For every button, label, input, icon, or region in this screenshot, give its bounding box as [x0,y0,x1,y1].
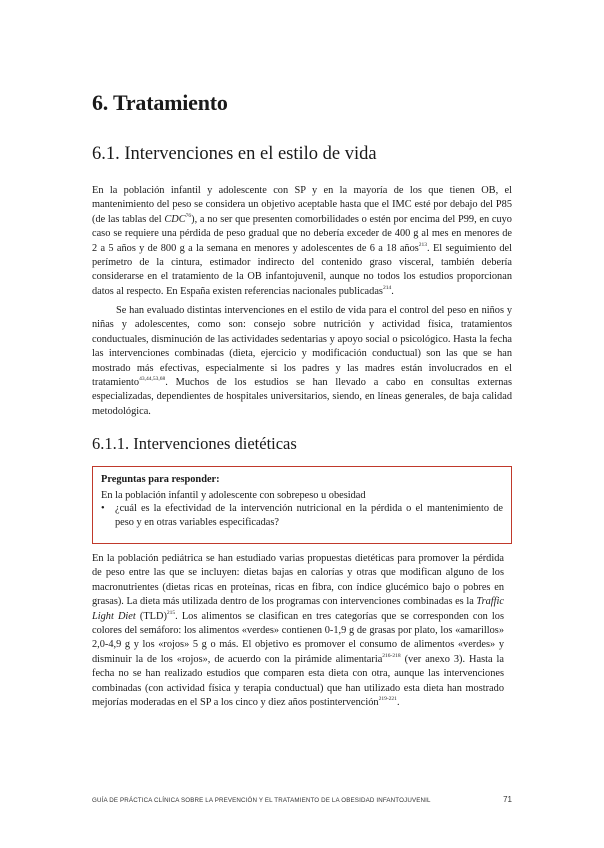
chapter-title: 6. Tratamiento [92,90,228,115]
page-number: 71 [503,795,512,804]
citation: 43,44,53,68 [139,376,166,383]
subsection-title: 6.1.1. Intervenciones dietéticas [92,434,297,453]
section-title: 6.1. Intervenciones en el estilo de vida [92,144,377,164]
questions-box [92,466,512,544]
citation: 216-218 [382,653,401,660]
question-text: ¿cuál es la efectividad de la intervención nutricional en la pérdida o el mantenimiento de peso y en otras variables especificadas? [115,503,503,528]
questions-intro: En la población infantil y adolescente con sobrepeso u obesidad [101,489,366,501]
paragraph-1: En la población infantil y adolescente con SP y en la mayoría de los que tienen OB, el mantenimiento del peso se considera un objetivo aceptable hasta que el IMC esté por debajo del P85 (de las tablas del CDC$^{76}$), a no ser que presenten comorbilidades o estén por encima del P99, en cuyo caso se requiere una pérdida de peso gradual que no debería exceder de 400 g al mes en menores de 2 a 5 años y de 800 g a la semana en menores y adolescentes de 6 a 18 años$^{213}$. El seguimiento del perímetro de la cintura, estimador indirecto del contenido graso visceral, también debería considerarse en el tratamiento de la OB infantojuvenil, aunque no todos los estudios proporcionan datos al respecto. En España existen referencias nacionales publicadas$^{214}$. [92,185,512,297]
citation: 76 [185,212,192,219]
citation: 219-221 [378,696,397,703]
paragraph-3: En la población pediátrica se han estudiado varias propuestas dietéticas para promover la pérdida de peso entre las que se incluyen: dietas bajas en calorías y otras que modifican alguno de los macronutrientes (dietas ricas en proteínas, ricas en fibra, con índice glucémico bajo o pobres en grasas). La dieta más utilizada dentro de los programas con intervenciones combinadas es la Traffic Light Diet (TLD)$^{215}$. Los alimentos se clasifican en tres categorías que se corresponden con los colores del semáforo: los alimentos «verdes» contienen 0-1,9 g de grasas por plato, los «amarillos» 2,0-4,9 g y los «rojos» 5 g o más. El objetivo es promover el consumo de alimentos «verdes» y disminuir la de los «rojos», de acuerdo con la pirámide alimentaria$^{216-218}$ (ver anexo 3). Hasta la fecha no se han realizado estudios que comparen esta dieta con otra, aunque las intervenciones combinadas (con actividad física y terapia conductual) que han utilizado esta dieta han mostrado mejorías moderadas en el SP a los cinco y diez años postintervención$^{219-221}$. [92,553,504,709]
tld-term: Traffic Light Diet [92,596,504,622]
question-item [101,502,503,529]
citation: 213 [418,241,428,248]
cdc-term: CDC [164,213,186,225]
paragraph-2: Se han evaluado distintas intervenciones en el estilo de vida para el control del peso en niños y niñas y adolescentes, como son: consejo sobre nutrición y actividad física, tratamientos conductuales, disminución de las actividades sedentarias y apoyo social o psicológico. Hasta la fecha las intervenciones combinadas (dieta, ejercicio y modificación conductual) son las que se han mostrado más efectivas, especialmente si los padres y las madres están involucrados en el tratamiento$^{43,44,53,68}$. Muchos de los estudios se han llevado a cabo en consultas externas especializadas, dependientes de hospitales universitarios, siendo, en líneas generales, de baja calidad metodológica. [92,305,512,417]
citation: 215 [166,609,176,616]
citation: 214 [382,285,392,292]
bullet-icon: • [101,503,105,515]
footer-text: GUÍA DE PRÁCTICA CLÍNICA SOBRE LA PREVENCIÓN Y EL TRATAMIENTO DE LA OBESIDAD INFANTOJUVENIL [92,797,431,804]
questions-title: Preguntas para responder: [101,474,220,485]
